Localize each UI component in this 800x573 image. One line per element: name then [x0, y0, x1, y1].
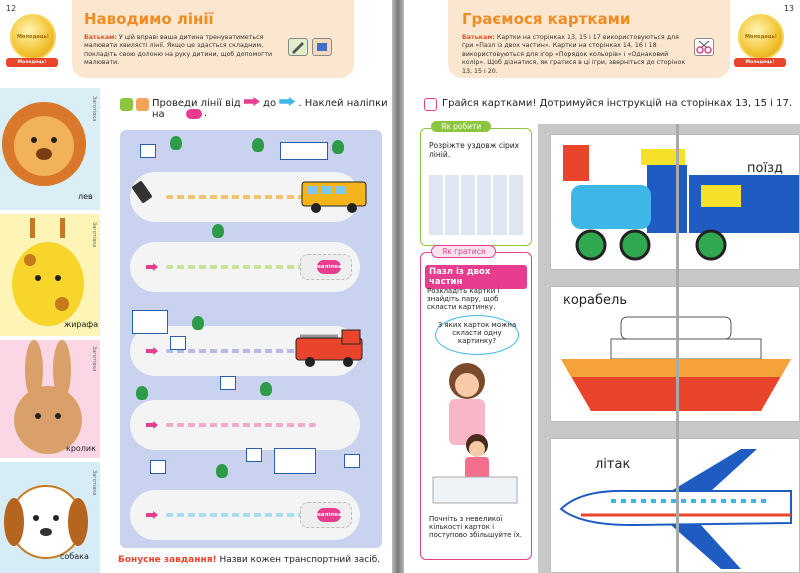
parents-label: Батькам: [84, 34, 117, 41]
animal-card-lion [0, 88, 100, 210]
house-icon [246, 448, 262, 462]
cut-label-4: Заготівка [91, 470, 97, 496]
cut-label-2: Заготівка [91, 222, 97, 248]
right-page [404, 0, 800, 573]
animal-label-lion: лев [78, 192, 93, 201]
tree-icon [260, 382, 272, 396]
medal-text: Молодець! [744, 34, 778, 40]
trace-line-2[interactable] [166, 265, 316, 269]
rabbit-icon [0, 340, 100, 458]
fire-truck-icon [294, 328, 368, 372]
tree-icon [332, 140, 344, 154]
page-number-right: 13 [783, 4, 794, 13]
game-title: Пазл із двох частин [425, 265, 527, 289]
trace-line-5[interactable] [166, 513, 316, 517]
bonus-task [118, 555, 380, 565]
book-spine [392, 0, 404, 573]
animal-label-giraffe: жирафа [64, 320, 99, 329]
medal-icon [10, 14, 56, 60]
building-icon [280, 142, 328, 160]
right-page-title: Граємося картками [462, 10, 631, 28]
house-icon [140, 144, 156, 158]
how-to-title: Як робити [431, 121, 491, 132]
cut-label-3: Заготівка [91, 346, 97, 372]
right-parents-note [462, 34, 688, 76]
sticker-task-icon [136, 98, 149, 111]
right-header [448, 0, 730, 78]
card-word-ship: корабель [563, 293, 628, 308]
how-to-play-title: Як гратися [431, 245, 496, 258]
card-ship[interactable] [550, 286, 800, 422]
tip-text: Почніть з невеликої кількості карток і поступово збільшуйте їх. [429, 515, 523, 539]
left-parents-note [84, 34, 284, 68]
house-icon [220, 376, 236, 390]
building-icon [274, 448, 316, 474]
medal-ribbon: Молодець! [6, 58, 58, 67]
speech-bubble: З яких карток можна скласти одну картинку? [435, 315, 519, 355]
bonus-text: Назви кожен транспортний засіб. [219, 555, 381, 565]
animal-card-dog [0, 462, 100, 573]
left-page-title: Наводимо лінії [84, 10, 214, 28]
bonus-label: Бонусне завдання! [118, 555, 217, 565]
how-to-text: Розріжте уздовж сірих ліній. [429, 141, 520, 159]
pink-arrow-icon [244, 97, 260, 106]
school-bus-icon [300, 178, 370, 218]
sticker-placeholder-2[interactable] [300, 502, 352, 528]
trace-line-4[interactable] [166, 423, 316, 427]
how-to-play-box [420, 247, 532, 560]
tree-icon [192, 316, 204, 330]
game-text: Розкладіть картки і знайдіть пару, щоб скласти картинку. [427, 287, 500, 311]
blue-arrow-icon [279, 97, 295, 106]
instruction-text-4: . [204, 108, 208, 119]
card-sheet-illustration [429, 175, 525, 235]
house-icon [150, 460, 166, 474]
parents-text: У цій вправі ваша дитина тренуватиметься малювати хвилясті лінії. Якщо це здасться складним, покладіть свою долоню на руку дитини, щоб допомогти малювати. [84, 34, 273, 67]
cut-line-vertical [676, 124, 679, 573]
card-airplane[interactable] [550, 438, 800, 573]
right-instruction: Грайся картками! Дотримуйся інструкцій на сторінках 13, 15 і 17. [442, 98, 793, 109]
medal-text: Молодець! [16, 34, 50, 40]
scissors-task-icon [424, 98, 437, 111]
how-to-box [420, 122, 532, 246]
animal-label-rabbit: кролик [66, 444, 96, 453]
medal-ribbon: Молодець! [734, 58, 786, 67]
pencil-task-icon [120, 98, 133, 111]
tree-icon [212, 224, 224, 238]
mother-child-illustration [427, 359, 527, 509]
parents-text: Картки на сторінках 13, 15 і 17 використовуються для гри «Пазл із двох частин». Картки на сторінках 14, 16 і 18 використовуються для ігор «Порядок кольорів» і «Однаковий колір». Щоб дізнатися, як гратися в ці ігри, зверніться до сторінок 13, 15 і 20. [462, 34, 686, 75]
sticker-label-1: наліпка [317, 260, 341, 274]
animal-card-rabbit [0, 340, 100, 458]
card-word-train: поїзд [747, 161, 783, 176]
pencil-icon [288, 38, 308, 56]
house-icon [344, 454, 360, 468]
trace-line-1[interactable] [166, 195, 316, 199]
instruction-text-2: до [263, 98, 277, 109]
page-number-left: 12 [6, 4, 17, 13]
building-icon [132, 310, 168, 334]
medal-icon [738, 14, 784, 60]
animal-label-dog: собака [60, 552, 89, 561]
tree-icon [216, 464, 228, 478]
house-icon [170, 336, 186, 350]
animal-card-giraffe [0, 214, 100, 336]
cut-label-1: Заготівка [91, 96, 97, 122]
parents-label: Батькам: [462, 34, 495, 41]
card-word-airplane: літак [595, 457, 631, 472]
tree-icon [136, 386, 148, 400]
giraffe-icon [0, 214, 100, 336]
instruction-text-3: . Наклей наліпки на [152, 98, 388, 120]
cut-strip [100, 88, 106, 573]
left-header [72, 0, 354, 78]
instruction-text-1: Проведи лінії від [152, 98, 241, 109]
sticker-placeholder-1[interactable] [300, 254, 352, 280]
sticker-spot-icon [186, 109, 202, 119]
tree-icon [252, 138, 264, 152]
tree-icon [170, 136, 182, 150]
left-page [0, 0, 392, 573]
tracing-maze [120, 130, 382, 548]
sticker-label-2: наліпка [317, 508, 341, 522]
card-train[interactable] [550, 134, 800, 270]
sticker-icon [312, 38, 332, 56]
scissors-icon [694, 38, 714, 56]
